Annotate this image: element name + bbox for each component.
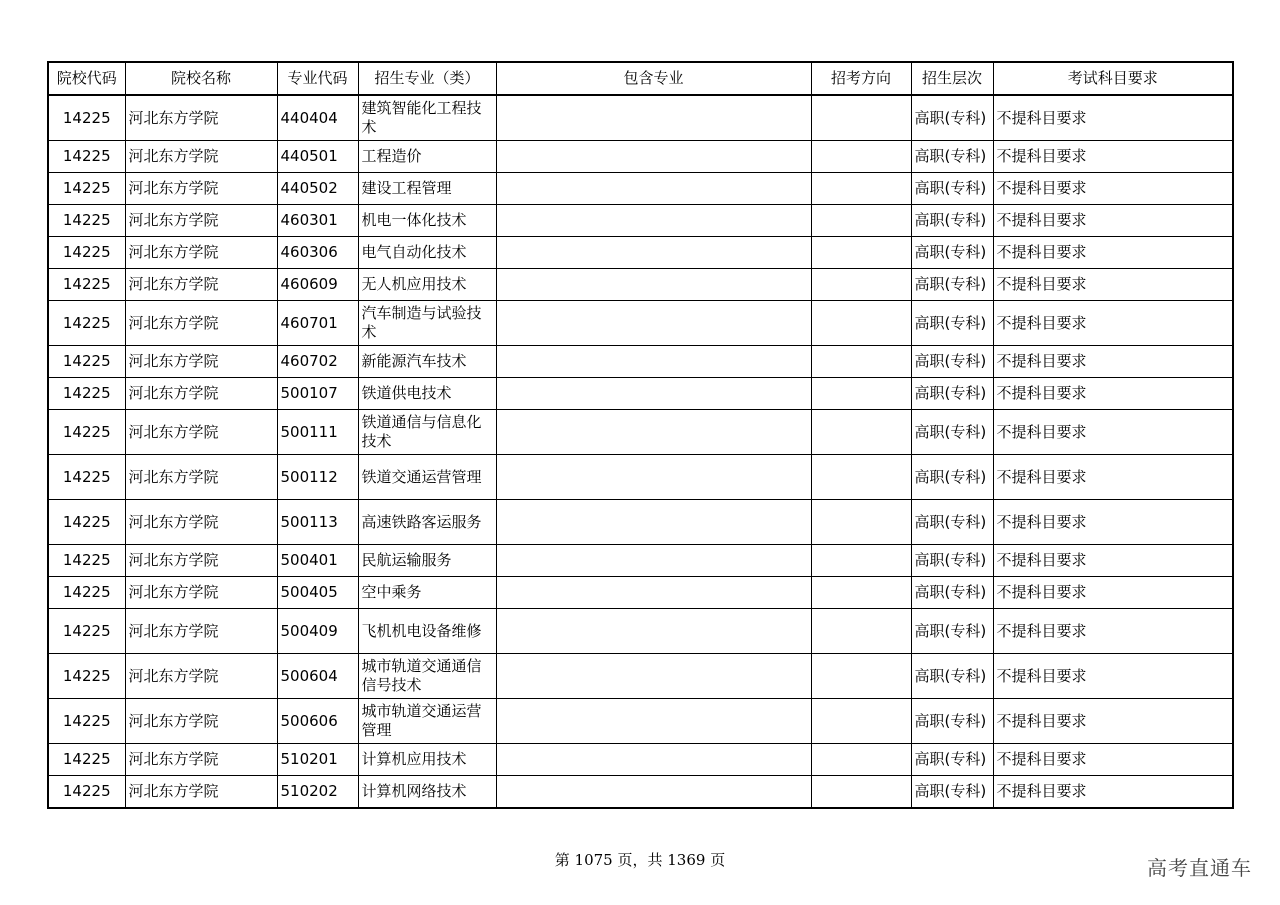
exam-requirement-cell: 不提科目要求 [993, 545, 1233, 577]
major-code-cell: 500107 [277, 378, 358, 410]
school-code-cell: 14225 [48, 141, 125, 173]
direction-cell [811, 205, 911, 237]
major-name-cell: 汽车制造与试验技术 [358, 301, 496, 346]
included-majors-cell [496, 141, 811, 173]
school-name-cell: 河北东方学院 [125, 699, 277, 744]
exam-requirement-cell: 不提科目要求 [993, 173, 1233, 205]
page-number: 第 1075 页，共 1369 页 [554, 851, 726, 869]
school-code-cell: 14225 [48, 269, 125, 301]
major-name-cell: 机电一体化技术 [358, 205, 496, 237]
school-name-cell: 河北东方学院 [125, 173, 277, 205]
school-name-cell: 河北东方学院 [125, 237, 277, 269]
header-direction: 招考方向 [811, 62, 911, 95]
table-row [48, 378, 1233, 410]
table-body [48, 95, 1233, 808]
table-row [48, 577, 1233, 609]
major-code-cell: 500401 [277, 545, 358, 577]
exam-requirement-cell: 不提科目要求 [993, 699, 1233, 744]
major-name-cell: 城市轨道交通通信信号技术 [358, 654, 496, 699]
major-code-cell: 500113 [277, 500, 358, 545]
exam-requirement-cell: 不提科目要求 [993, 141, 1233, 173]
table-row [48, 95, 1233, 141]
included-majors-cell [496, 346, 811, 378]
exam-requirement-cell: 不提科目要求 [993, 95, 1233, 141]
major-code-cell: 460701 [277, 301, 358, 346]
major-name-cell: 无人机应用技术 [358, 269, 496, 301]
exam-requirement-cell: 不提科目要求 [993, 301, 1233, 346]
school-code-cell: 14225 [48, 776, 125, 809]
included-majors-cell [496, 699, 811, 744]
header-school-code: 院校代码 [48, 62, 125, 95]
level-cell: 高职(专科) [911, 455, 993, 500]
included-majors-cell [496, 269, 811, 301]
major-code-cell: 460702 [277, 346, 358, 378]
level-cell: 高职(专科) [911, 699, 993, 744]
included-majors-cell [496, 301, 811, 346]
level-cell: 高职(专科) [911, 577, 993, 609]
major-code-cell: 510201 [277, 744, 358, 776]
major-name-cell: 建筑智能化工程技术 [358, 95, 496, 141]
table-row [48, 609, 1233, 654]
school-name-cell: 河北东方学院 [125, 269, 277, 301]
major-name-cell: 空中乘务 [358, 577, 496, 609]
exam-requirement-cell: 不提科目要求 [993, 776, 1233, 809]
table-row [48, 744, 1233, 776]
watermark: 高考直通车 [1147, 856, 1252, 880]
header-included-majors: 包含专业 [496, 62, 811, 95]
included-majors-cell [496, 410, 811, 455]
table-row [48, 237, 1233, 269]
major-name-cell: 铁道供电技术 [358, 378, 496, 410]
exam-requirement-cell: 不提科目要求 [993, 654, 1233, 699]
included-majors-cell [496, 577, 811, 609]
school-name-cell: 河北东方学院 [125, 141, 277, 173]
table-row [48, 545, 1233, 577]
table-row [48, 699, 1233, 744]
major-code-cell: 440502 [277, 173, 358, 205]
direction-cell [811, 269, 911, 301]
table-row [48, 455, 1233, 500]
included-majors-cell [496, 609, 811, 654]
school-name-cell: 河北东方学院 [125, 545, 277, 577]
exam-requirement-cell: 不提科目要求 [993, 455, 1233, 500]
school-name-cell: 河北东方学院 [125, 346, 277, 378]
major-name-cell: 铁道通信与信息化技术 [358, 410, 496, 455]
school-code-cell: 14225 [48, 455, 125, 500]
exam-requirement-cell: 不提科目要求 [993, 577, 1233, 609]
direction-cell [811, 455, 911, 500]
school-code-cell: 14225 [48, 346, 125, 378]
direction-cell [811, 378, 911, 410]
major-name-cell: 计算机网络技术 [358, 776, 496, 809]
major-name-cell: 新能源汽车技术 [358, 346, 496, 378]
direction-cell [811, 95, 911, 141]
direction-cell [811, 410, 911, 455]
direction-cell [811, 237, 911, 269]
exam-requirement-cell: 不提科目要求 [993, 609, 1233, 654]
exam-requirement-cell: 不提科目要求 [993, 410, 1233, 455]
major-code-cell: 500111 [277, 410, 358, 455]
level-cell: 高职(专科) [911, 500, 993, 545]
major-name-cell: 高速铁路客运服务 [358, 500, 496, 545]
major-code-cell: 500405 [277, 577, 358, 609]
table-row [48, 500, 1233, 545]
major-name-cell: 飞机机电设备维修 [358, 609, 496, 654]
direction-cell [811, 609, 911, 654]
major-code-cell: 460609 [277, 269, 358, 301]
included-majors-cell [496, 95, 811, 141]
table-row [48, 301, 1233, 346]
header-level: 招生层次 [911, 62, 993, 95]
school-code-cell: 14225 [48, 744, 125, 776]
major-code-cell: 500606 [277, 699, 358, 744]
included-majors-cell [496, 173, 811, 205]
table-row [48, 410, 1233, 455]
school-name-cell: 河北东方学院 [125, 455, 277, 500]
exam-requirement-cell: 不提科目要求 [993, 378, 1233, 410]
school-name-cell: 河北东方学院 [125, 744, 277, 776]
exam-requirement-cell: 不提科目要求 [993, 346, 1233, 378]
school-code-cell: 14225 [48, 205, 125, 237]
header-major: 招生专业（类） [358, 62, 496, 95]
included-majors-cell [496, 545, 811, 577]
direction-cell [811, 500, 911, 545]
included-majors-cell [496, 237, 811, 269]
school-name-cell: 河北东方学院 [125, 378, 277, 410]
major-code-cell: 500112 [277, 455, 358, 500]
school-name-cell: 河北东方学院 [125, 577, 277, 609]
level-cell: 高职(专科) [911, 301, 993, 346]
level-cell: 高职(专科) [911, 95, 993, 141]
school-name-cell: 河北东方学院 [125, 205, 277, 237]
level-cell: 高职(专科) [911, 744, 993, 776]
table-row [48, 269, 1233, 301]
school-code-cell: 14225 [48, 95, 125, 141]
major-code-cell: 460301 [277, 205, 358, 237]
exam-requirement-cell: 不提科目要求 [993, 205, 1233, 237]
level-cell: 高职(专科) [911, 269, 993, 301]
school-name-cell: 河北东方学院 [125, 500, 277, 545]
table-row [48, 346, 1233, 378]
direction-cell [811, 776, 911, 809]
school-code-cell: 14225 [48, 699, 125, 744]
direction-cell [811, 173, 911, 205]
exam-requirement-cell: 不提科目要求 [993, 744, 1233, 776]
included-majors-cell [496, 744, 811, 776]
included-majors-cell [496, 378, 811, 410]
level-cell: 高职(专科) [911, 141, 993, 173]
school-code-cell: 14225 [48, 545, 125, 577]
level-cell: 高职(专科) [911, 237, 993, 269]
major-code-cell: 500604 [277, 654, 358, 699]
major-code-cell: 440501 [277, 141, 358, 173]
included-majors-cell [496, 654, 811, 699]
major-name-cell: 民航运输服务 [358, 545, 496, 577]
direction-cell [811, 744, 911, 776]
direction-cell [811, 699, 911, 744]
level-cell: 高职(专科) [911, 346, 993, 378]
direction-cell [811, 141, 911, 173]
school-code-cell: 14225 [48, 609, 125, 654]
header-exam-requirements: 考试科目要求 [993, 62, 1233, 95]
direction-cell [811, 654, 911, 699]
major-name-cell: 工程造价 [358, 141, 496, 173]
school-name-cell: 河北东方学院 [125, 95, 277, 141]
direction-cell [811, 301, 911, 346]
header-major-code: 专业代码 [277, 62, 358, 95]
level-cell: 高职(专科) [911, 378, 993, 410]
exam-requirement-cell: 不提科目要求 [993, 269, 1233, 301]
school-code-cell: 14225 [48, 378, 125, 410]
school-name-cell: 河北东方学院 [125, 609, 277, 654]
table-row [48, 776, 1233, 809]
header-school-name: 院校名称 [125, 62, 277, 95]
school-code-cell: 14225 [48, 173, 125, 205]
major-name-cell: 城市轨道交通运营管理 [358, 699, 496, 744]
table-row [48, 173, 1233, 205]
major-name-cell: 建设工程管理 [358, 173, 496, 205]
school-code-cell: 14225 [48, 654, 125, 699]
major-code-cell: 440404 [277, 95, 358, 141]
level-cell: 高职(专科) [911, 410, 993, 455]
direction-cell [811, 545, 911, 577]
level-cell: 高职(专科) [911, 654, 993, 699]
major-code-cell: 500409 [277, 609, 358, 654]
school-code-cell: 14225 [48, 577, 125, 609]
direction-cell [811, 577, 911, 609]
major-name-cell: 铁道交通运营管理 [358, 455, 496, 500]
school-name-cell: 河北东方学院 [125, 654, 277, 699]
major-name-cell: 计算机应用技术 [358, 744, 496, 776]
major-name-cell: 电气自动化技术 [358, 237, 496, 269]
table-row [48, 205, 1233, 237]
exam-requirement-cell: 不提科目要求 [993, 237, 1233, 269]
included-majors-cell [496, 776, 811, 809]
school-code-cell: 14225 [48, 301, 125, 346]
level-cell: 高职(专科) [911, 776, 993, 809]
level-cell: 高职(专科) [911, 609, 993, 654]
included-majors-cell [496, 500, 811, 545]
school-name-cell: 河北东方学院 [125, 301, 277, 346]
major-code-cell: 510202 [277, 776, 358, 809]
table-row [48, 654, 1233, 699]
level-cell: 高职(专科) [911, 205, 993, 237]
table-header-row [48, 62, 1233, 95]
school-name-cell: 河北东方学院 [125, 410, 277, 455]
school-code-cell: 14225 [48, 500, 125, 545]
direction-cell [811, 346, 911, 378]
major-code-cell: 460306 [277, 237, 358, 269]
exam-requirement-cell: 不提科目要求 [993, 500, 1233, 545]
school-name-cell: 河北东方学院 [125, 776, 277, 809]
table-row [48, 141, 1233, 173]
level-cell: 高职(专科) [911, 173, 993, 205]
admissions-table [47, 61, 1234, 809]
included-majors-cell [496, 455, 811, 500]
included-majors-cell [496, 205, 811, 237]
school-code-cell: 14225 [48, 237, 125, 269]
level-cell: 高职(专科) [911, 545, 993, 577]
school-code-cell: 14225 [48, 410, 125, 455]
